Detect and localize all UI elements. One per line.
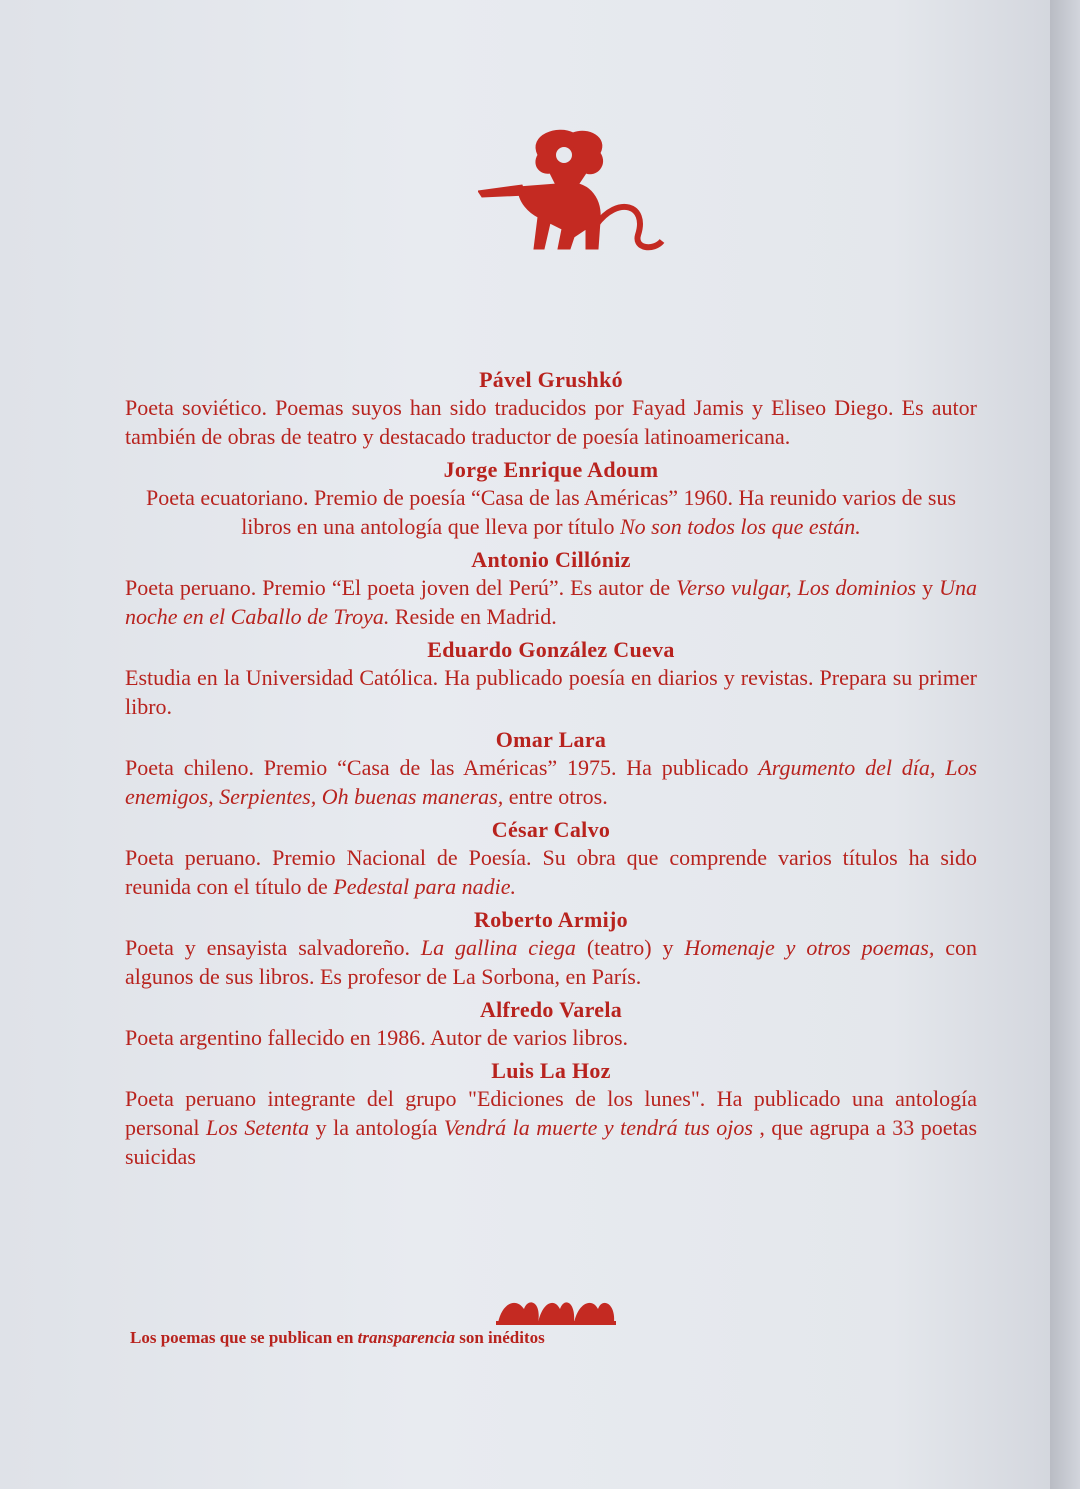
contributor-entry — [125, 636, 977, 721]
bio-text: Poeta chileno. Premio “Casa de las Américas” 1975. Ha publicado — [125, 755, 759, 780]
contributor-entry — [125, 1057, 977, 1171]
contributor-bio — [125, 843, 977, 901]
bio-text: Poeta peruano integrante del grupo "Ediciones de los lunes". Ha publicado una antología personal — [125, 1086, 977, 1140]
footer-magazine-title: transparencia — [357, 1328, 455, 1347]
bio-text: Poeta y ensayista salvadoreño. — [125, 935, 421, 960]
contributor-bio — [125, 483, 977, 541]
bio-text: Poeta ecuatoriano. Premio de poesía “Casa de las Américas” 1960. Ha reunido varios de sus libros en una antología que lleva por título — [145, 485, 957, 539]
contributor-entry — [125, 726, 977, 811]
bio-text: y — [916, 575, 940, 600]
bio-text: (teatro) y — [575, 935, 685, 960]
bio-text: Estudia en la Universidad Católica. Ha publicado poesía en diarios y revistas. Prepara su primer libro. — [125, 665, 977, 719]
footer-text-end: son inéditos — [454, 1328, 545, 1347]
bio-text: Poeta peruano. Premio “El poeta joven del Perú”. Es autor de — [125, 575, 677, 600]
contributor-name: Alfredo Varela — [479, 997, 623, 1022]
contributor-bio — [125, 933, 977, 991]
contributors-list — [125, 366, 977, 1176]
contributor-name: Luis La Hoz — [491, 1058, 611, 1083]
bio-text: Poeta soviético. Poemas suyos han sido traducidos por Fayad Jamis y Eliseo Diego. Es autor también de obras de teatro y destacado traductor de poesía latinoamericana. — [125, 395, 977, 449]
palmette-ornament-icon — [494, 1293, 620, 1327]
contributor-name: Pável Grushkó — [479, 367, 623, 392]
contributor-name: Jorge Enrique Adoum — [443, 457, 659, 482]
sphinx-emblem-icon — [478, 125, 668, 265]
contributor-bio — [125, 663, 977, 721]
contributor-bio — [125, 393, 977, 451]
book-title: La gallina ciega — [420, 935, 576, 960]
bio-text: Poeta peruano. Premio Nacional de Poesía. Su obra que comprende varios títulos ha sido reunida con el título de — [125, 845, 977, 899]
book-title: No son todos los que están. — [620, 514, 861, 539]
contributor-name: Antonio Cillóniz — [471, 547, 631, 572]
contributor-name: Roberto Armijo — [474, 907, 628, 932]
contributor-name: Omar Lara — [495, 727, 607, 752]
book-title: Una noche en el Caballo de Troya. — [125, 575, 978, 629]
bio-text: y la antología — [309, 1115, 444, 1140]
contributor-entry — [125, 366, 977, 451]
book-title: Los Setenta — [206, 1115, 310, 1140]
book-title: Verso vulgar, Los dominios — [676, 575, 917, 600]
contributor-bio — [125, 573, 977, 631]
contributor-entry — [125, 546, 977, 631]
contributor-entry — [125, 456, 977, 541]
contributor-name: César Calvo — [491, 817, 611, 842]
bio-text: con algunos de sus libros. Es profesor de La Sorbona, en París. — [125, 935, 978, 989]
bio-text: , que agrupa a 33 poetas suicidas — [125, 1115, 977, 1169]
contributor-entry — [125, 906, 977, 991]
contributor-name: Eduardo González Cueva — [427, 637, 675, 662]
footer-text: Los poemas que se publican en — [130, 1328, 358, 1347]
book-title: Pedestal para nadie. — [333, 874, 517, 899]
contributor-bio — [125, 1023, 977, 1052]
footer-note — [130, 1328, 545, 1348]
book-title: Homenaje y otros poemas, — [684, 935, 935, 960]
book-title: Vendrá la muerte y tendrá tus ojos — [443, 1115, 753, 1140]
contributor-entry — [125, 816, 977, 901]
book-title: Argumento del día, Los enemigos, Serpientes, Oh buenas maneras, — [125, 755, 978, 809]
page-edge — [1050, 0, 1080, 1489]
bio-text: Poeta argentino fallecido en 1986. Autor de varios libros. — [125, 1025, 629, 1050]
contributor-entry — [125, 996, 977, 1052]
contributor-bio — [125, 1084, 977, 1171]
bio-text: entre otros. — [503, 784, 608, 809]
contributor-bio — [125, 753, 977, 811]
bio-text: Reside en Madrid. — [389, 604, 557, 629]
